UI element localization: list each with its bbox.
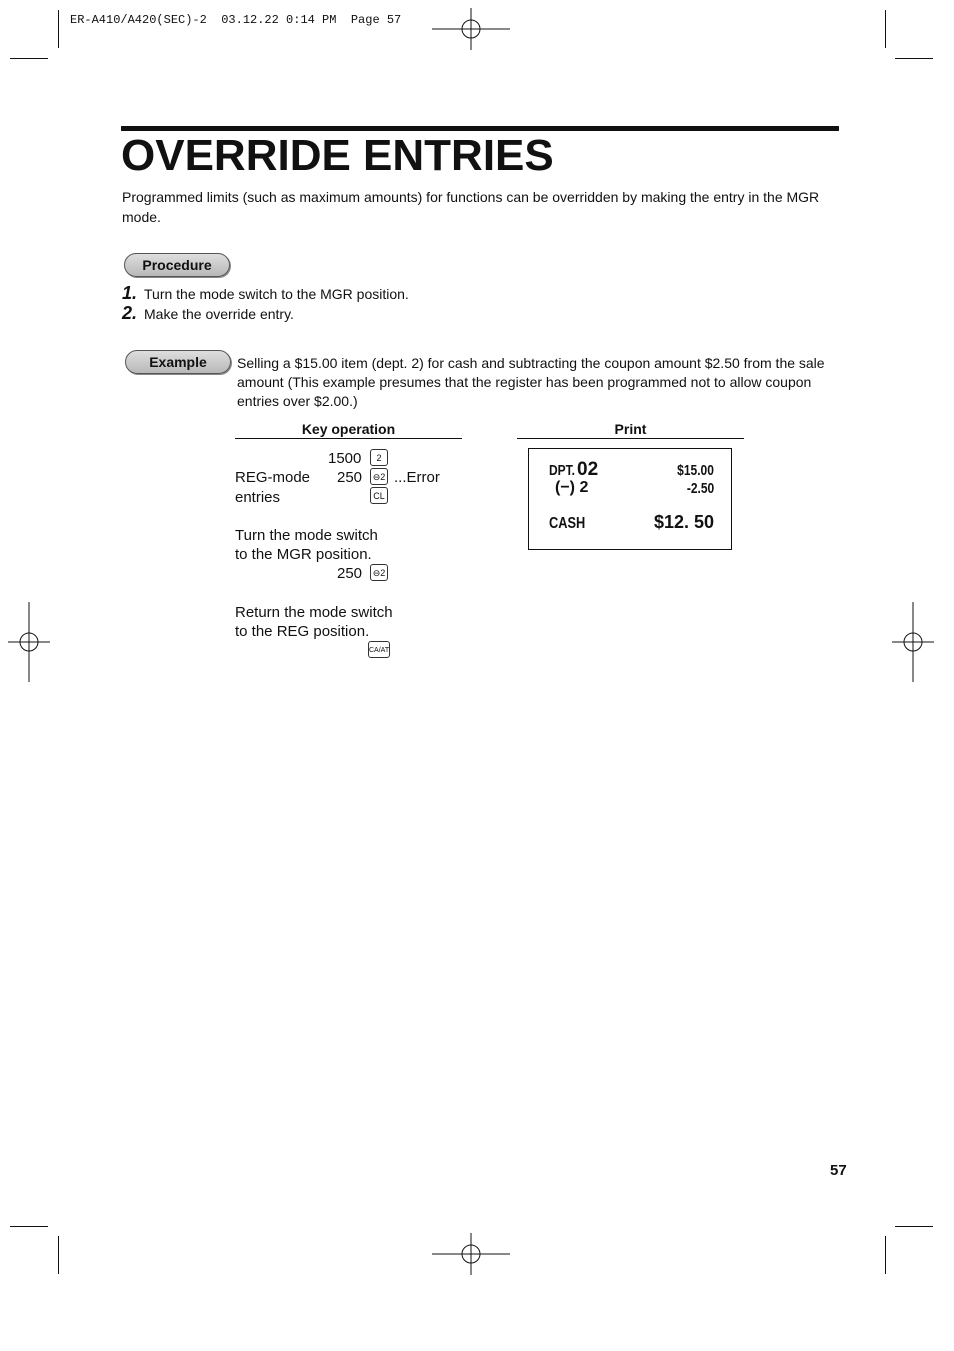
crop-mark: [895, 1226, 933, 1227]
receipt-print: [528, 448, 732, 550]
mode-label: entries: [235, 489, 281, 506]
coupon-label: (−) 2: [555, 479, 589, 496]
procedure-badge: Procedure: [124, 253, 230, 277]
example-description: Selling a $15.00 item (dept. 2) for cash and subtracting the coupon amount $2.50 from the sale amount (This example presumes that the register has been programmed not to allow coupon entries over $2.00.): [237, 355, 825, 409]
instruction-text: to the MGR position.: [235, 546, 372, 563]
instruction-text: Turn the mode switch: [235, 527, 378, 544]
step-text: Make the override entry.: [144, 306, 294, 322]
step-text: Turn the mode switch to the MGR position.: [144, 286, 409, 302]
error-note: ...Error: [394, 469, 440, 486]
registration-mark-icon: [8, 602, 50, 682]
crop-mark: [895, 58, 933, 59]
page-title: OVERRIDE ENTRIES: [121, 131, 554, 180]
step-number: 1.: [122, 283, 138, 303]
crop-mark: [885, 1236, 886, 1274]
coupon-key-icon: ⊖2: [370, 564, 388, 581]
crop-mark: [10, 58, 48, 59]
page-number: 57: [830, 1162, 847, 1179]
instruction-text: to the REG position.: [235, 623, 370, 640]
print-heading: Print: [517, 421, 744, 439]
amount-entry: 1500: [328, 450, 362, 467]
amount-entry: 250: [337, 565, 363, 582]
crop-mark: [58, 1236, 59, 1274]
cash-key-icon: CA/AT: [368, 641, 390, 658]
crop-mark: [885, 10, 886, 48]
clear-key-icon: CL: [370, 487, 388, 504]
dept-number: 02: [577, 459, 599, 480]
coupon-key-icon: ⊖2: [370, 468, 388, 485]
cash-label: CASH: [549, 515, 586, 532]
registration-mark-icon: [432, 8, 512, 50]
mode-label: REG-mode: [235, 469, 311, 486]
example-badge: Example: [125, 350, 231, 374]
print-header: ER-A410/A420(SEC)-2 03.12.22 0:14 PM Page 57: [70, 13, 402, 27]
coupon-amount: -2.50: [686, 480, 714, 497]
crop-mark: [58, 10, 59, 48]
instruction-text: Return the mode switch: [235, 604, 393, 621]
crop-mark: [10, 1226, 48, 1227]
registration-mark-icon: [892, 602, 934, 682]
intro-paragraph: Programmed limits (such as maximum amounts) for functions can be overridden by making the entry in the MGR mode.: [122, 189, 820, 225]
key-operation-heading: Key operation: [235, 421, 462, 439]
dept-label: DPT.: [549, 462, 576, 479]
step-number: 2.: [122, 303, 138, 323]
dept-2-key-icon: 2: [370, 449, 388, 466]
cash-amount: $12. 50: [653, 512, 714, 532]
dept-amount: $15.00: [677, 462, 714, 479]
amount-entry: 250: [337, 469, 363, 486]
registration-mark-icon: [432, 1233, 512, 1275]
